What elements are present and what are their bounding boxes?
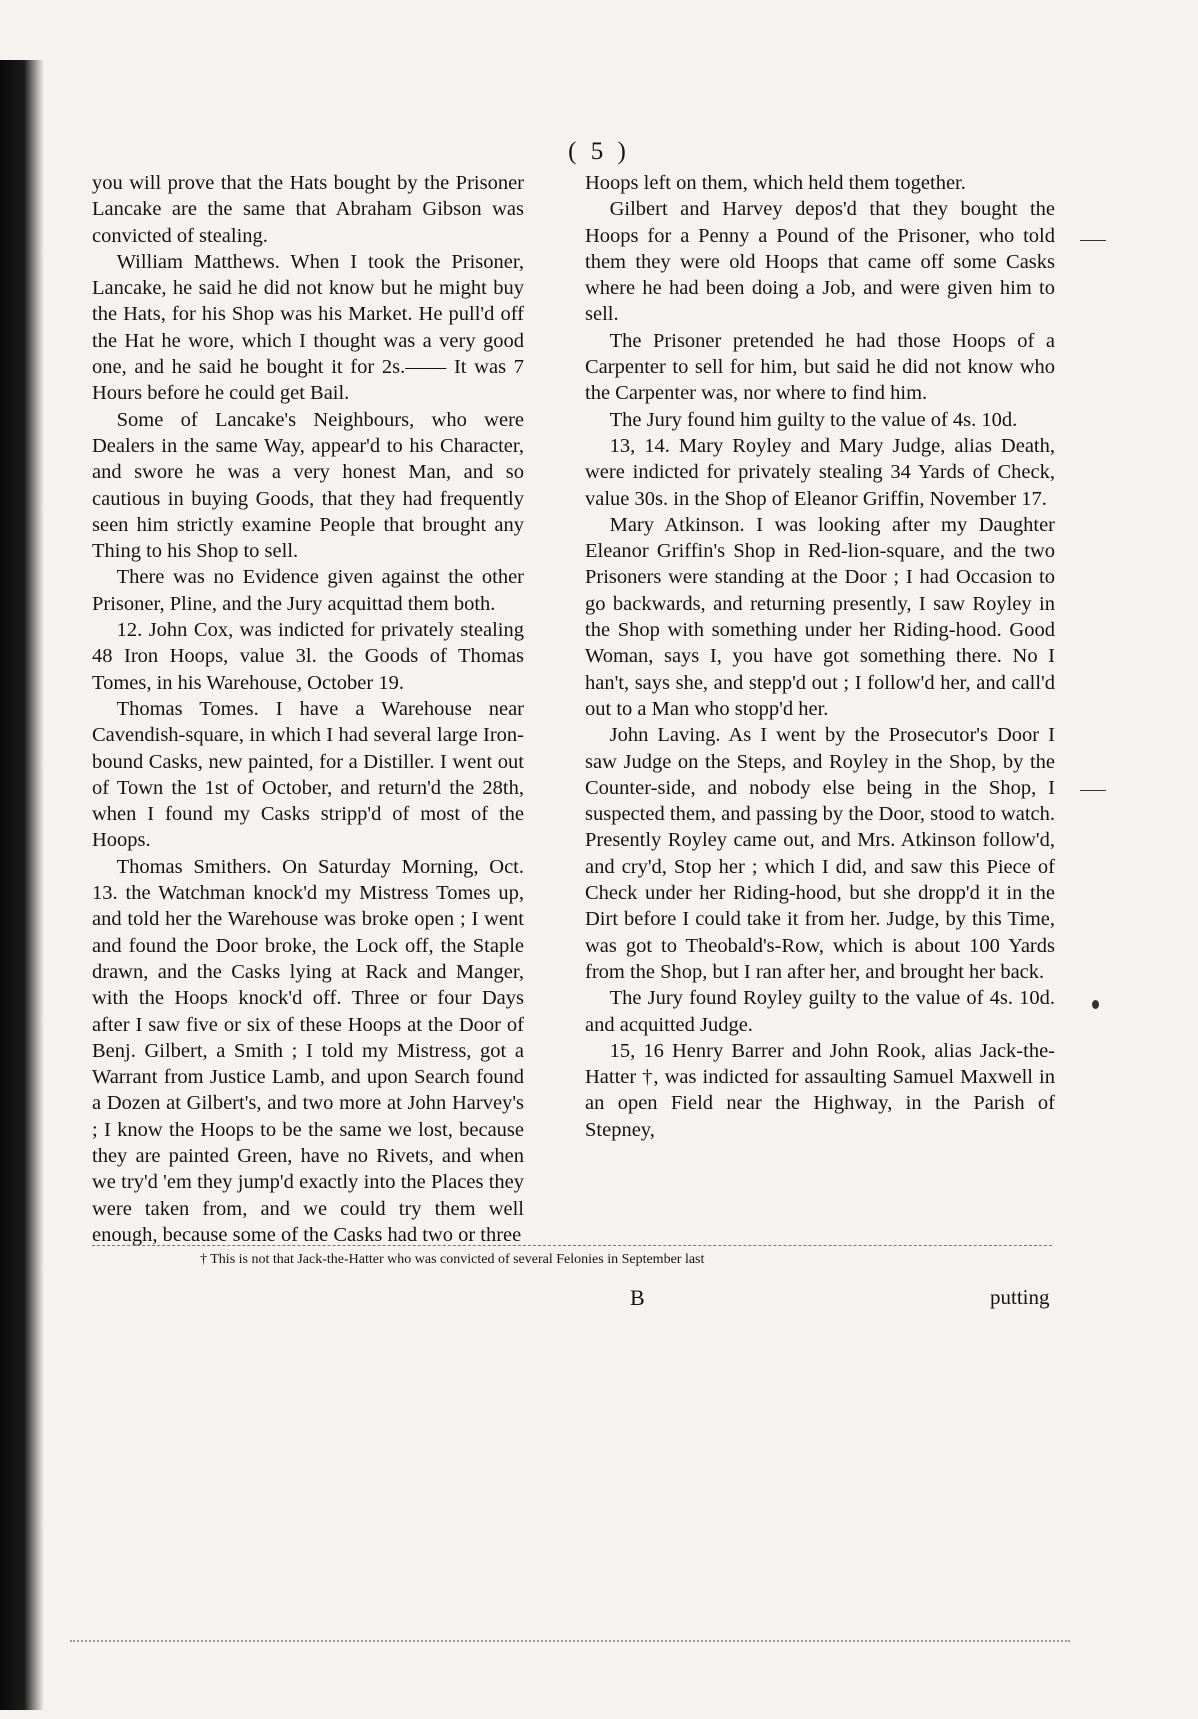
margin-dash xyxy=(1080,240,1106,241)
paragraph: John Laving. As I went by the Prosecutor's Door I saw Judge on the Steps, and Royley in the Shop, by the Counter-side, and nobody else being in the Shop, I suspected them, and passing by the Door, stood to watch. Presently Royley came out, and Mrs. Atkinson follow'd, and cry'd, Stop her ; which I did, and saw this Piece of Check under her Riding-hood, but she dropp'd it in the Dirt before I could take it from her. Judge, by this Time, was got to Theobald's-Row, which is about 100 Yards from the Shop, but I ran after her, and brought her back. xyxy=(585,724,1055,983)
right-column xyxy=(585,170,1055,1143)
paragraph: William Matthews. When I took the Prisoner, Lancake, he said he did not know but he might buy the Hats, for his Shop was his Market. He pull'd off the Hat he wore, which I thought was a very good one, and he said he bought it for 2s.—— It was 7 Hours before he could get Bail. xyxy=(92,250,524,405)
paragraph: you will prove that the Hats bought by the Prisoner Lancake are the same that Abraham Gibson was convicted of stealing. xyxy=(92,172,524,247)
catchword: putting xyxy=(990,1285,1050,1309)
ink-spot xyxy=(1092,1000,1099,1009)
paragraph: Gilbert and Harvey depos'd that they bought the Hoops for a Penny a Pound of the Prisoner, who told them they were old Hoops that came off some Casks where he had been doing a Job, and were given him to sell. xyxy=(585,198,1055,326)
paragraph: 13, 14. Mary Royley and Mary Judge, alias Death, were indicted for privately stealing 34 Yards of Check, value 30s. in the Shop of Eleanor Griffin, November 17. xyxy=(585,434,1055,510)
paragraph: 15, 16 Henry Barrer and John Rook, alias Jack-the-Hatter †, was indicted for assaulting Samuel Maxwell in an open Field near the Highway, in the Parish of Stepney, xyxy=(585,1039,1055,1141)
paragraph: The Jury found Royley guilty to the value of 4s. 10d. and acquitted Judge. xyxy=(585,987,1055,1036)
paragraph: 12. John Cox, was indicted for privately stealing 48 Iron Hoops, value 3l. the Goods of Thomas Tomes, in his Warehouse, October 19. xyxy=(92,619,524,694)
margin-dash xyxy=(1080,790,1106,791)
paragraph: Thomas Smithers. On Saturday Morning, Oct. 13. the Watchman knock'd my Mistress Tomes up, and told her the Warehouse was broke open ; I went and found the Door broke, the Lock off, the Staple drawn, and the Casks lying at Rack and Manger, with the Hoops knock'd off. Three or four Days after I saw five or six of these Hoops at the Door of Benj. Gilbert, a Smith ; I told my Mistress, got a Warrant from Justice Lamb, and upon Search found a Dozen at Gilbert's, and two more at John Harvey's ; I know the Hoops to be the same we lost, because they are painted Green, have no Rivets, and when we try'd 'em they jump'd exactly into the Places they were taken from, and we could try them well enough, because some of the Casks had two or three xyxy=(92,855,524,1246)
paragraph: Hoops left on them, which held them together. xyxy=(585,172,966,194)
page-number: ( 5 ) xyxy=(568,138,630,165)
binding-shadow xyxy=(0,60,44,1710)
footnote: † This is not that Jack-the-Hatter who was convicted of several Felonies in September last xyxy=(200,1252,705,1267)
paragraph: The Prisoner pretended he had those Hoops of a Carpenter to sell for him, but said he did not know who the Carpenter was, nor where to find him. xyxy=(585,329,1055,405)
paragraph: There was no Evidence given against the other Prisoner, Pline, and the Jury acquittad them both. xyxy=(92,566,524,615)
scan-noise xyxy=(70,1640,1070,1642)
footnote-rule xyxy=(92,1245,1052,1246)
signature-mark: B xyxy=(630,1285,645,1310)
paragraph: The Jury found him guilty to the value of 4s. 10d. xyxy=(609,408,1018,431)
paragraph: Mary Atkinson. I was looking after my Daughter Eleanor Griffin's Shop in Red-lion-square, and the two Prisoners were standing at the Door ; I had Occasion to go backwards, and returning presently, I saw Royley in the Shop with something under her Riding-hood. Good Woman, says I, you have got something there. No I han't, says she, and stepp'd out ; I follow'd her, and call'd out to a Man who stopp'd her. xyxy=(585,513,1055,720)
left-column xyxy=(92,170,524,1248)
paragraph: Thomas Tomes. I have a Warehouse near Cavendish-square, in which I had several large Iron-bound Casks, new painted, for a Distiller. I went out of Town the 1st of October, and return'd the 28th, when I found my Casks stripp'd of most of the Hoops. xyxy=(92,697,524,852)
paragraph: Some of Lancake's Neighbours, who were Dealers in the same Way, appear'd to his Character, and swore he was a very honest Man, and so cautious in buying Goods, that they had frequently seen him strictly examine People that brought any Thing to his Shop to sell. xyxy=(92,408,524,563)
